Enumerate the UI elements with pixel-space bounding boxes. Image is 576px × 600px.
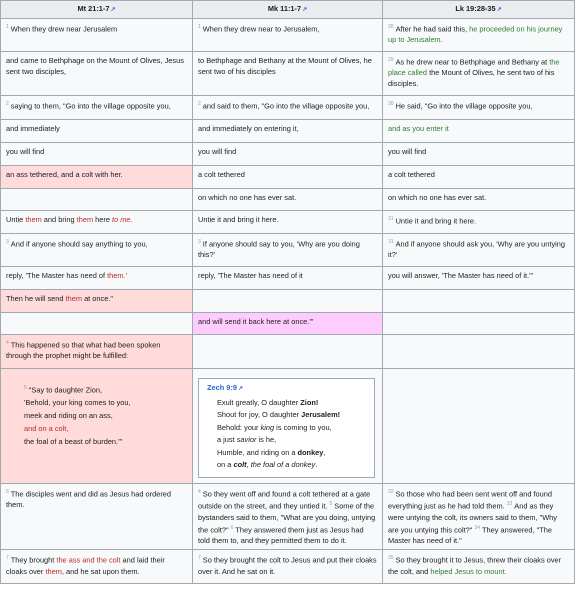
zech-italic: the foal of a donkey (250, 460, 316, 469)
table-row (1, 189, 575, 211)
zechariah-quote-box (198, 378, 375, 478)
zech-text: Behold: your (217, 422, 261, 432)
cell-mark (193, 166, 383, 189)
external-link-icon[interactable]: ↗ (238, 386, 244, 392)
verse-number: 2 (198, 101, 201, 107)
matthew-unique-text: them (76, 215, 94, 224)
cell-mark (193, 52, 383, 96)
header-mark (193, 1, 383, 19)
header-matthew (1, 1, 193, 19)
zech-line (207, 447, 368, 460)
verse-number: 6 (6, 489, 9, 495)
cell-matthew (1, 550, 193, 584)
luke-unique-text: helped Jesus to mount. (430, 566, 507, 576)
zech-text: . (315, 460, 318, 469)
zech-italic: savior (236, 435, 257, 444)
prophecy-quote (6, 372, 187, 448)
cell-mark (193, 234, 383, 267)
verse-text: After he had said this, (395, 24, 470, 34)
cell-matthew (1, 369, 193, 484)
verse-text: The disciples went and did as Jesus had ordered them. (6, 489, 172, 510)
verse-text: , and he sat upon them. (61, 566, 140, 576)
table-row (1, 550, 575, 584)
zechariah-ref-link[interactable]: Zech 9:9 (207, 383, 237, 392)
cell-luke (383, 335, 575, 369)
cell-luke (383, 234, 575, 267)
table-row (1, 143, 575, 166)
verse-text: a colt tethered (388, 170, 435, 179)
header-luke (383, 1, 575, 19)
zech-text: Shout for joy, O daughter (217, 410, 302, 419)
cell-luke (383, 189, 575, 211)
zech-line (207, 409, 368, 422)
external-link-icon[interactable]: ↗ (302, 7, 308, 13)
verse-number: 6 (230, 524, 234, 531)
verse-number: 5 (329, 501, 333, 508)
verse-number: 35 (388, 555, 394, 562)
verse-text: They answered, "The Master has need of it." (388, 525, 552, 546)
verse-text: at once." (82, 294, 113, 303)
cell-mark (193, 313, 383, 335)
table-row (1, 369, 575, 484)
quote-line: meek and riding on an ass, (24, 411, 113, 421)
zech-text: , (323, 447, 326, 457)
zechariah-ref (207, 382, 368, 396)
matthew-unique-text: them.' (107, 271, 128, 280)
external-link-icon[interactable]: ↗ (110, 7, 116, 13)
cell-mark (193, 143, 383, 166)
zech-text: on a (217, 460, 234, 469)
verse-text: And as they were untying the colt, its owners said to them, "Why are you untying this colt?" (388, 501, 557, 535)
cell-matthew (1, 143, 193, 166)
matthew-unique-text: them (65, 294, 83, 303)
matthew-unique-text: them (45, 566, 62, 576)
verse-text: So they went off and found a colt tethered at a gate outside on the street, and they untied it. (198, 489, 371, 511)
cell-matthew (1, 290, 193, 313)
quote-line: the foal of a beast of burden.'" (24, 437, 123, 447)
verse-text: And if anyone should say anything to you, (10, 239, 148, 249)
verse-text: They answered them just as Jesus had told them to, and they permitted them to do it. (198, 525, 364, 546)
cell-matthew (1, 96, 193, 120)
verse-number: 29 (388, 57, 394, 63)
cell-luke (383, 550, 575, 584)
verse-text: you will answer, 'The Master has need of it.'" (388, 271, 534, 280)
verse-number: 31 (388, 239, 394, 245)
cell-mark (193, 211, 383, 234)
zech-bold: donkey (297, 447, 324, 457)
cell-matthew (1, 335, 193, 369)
verse-text: Then he will send (6, 294, 66, 303)
cell-luke (383, 52, 575, 96)
verse-text: As he drew near to Bethphage and Bethany at (395, 57, 550, 67)
table-row (1, 313, 575, 335)
verse-text: an ass tethered, and a colt with her. (6, 170, 123, 179)
verse-text: saying to them, "Go into the village opposite you, (10, 101, 171, 111)
verse-text: and immediately on entering it, (198, 124, 299, 133)
cell-luke (383, 290, 575, 313)
verse-text: you will find (198, 147, 237, 156)
zech-text: Humble, and riding on a (217, 447, 298, 457)
verse-number: 7 (198, 555, 201, 562)
cell-matthew (1, 120, 193, 143)
verse-number: 1 (6, 24, 9, 30)
cell-luke (383, 484, 575, 550)
cell-matthew (1, 19, 193, 52)
verse-text: and said to them, "Go into the village opposite you, (202, 101, 370, 111)
verse-number: 4 (6, 340, 9, 346)
cell-luke (383, 313, 575, 335)
verse-text: Some of the bystanders said to them, "What are you doing, untying the colt?" (198, 501, 376, 535)
verse-text: and immediately (6, 124, 60, 133)
verse-text: you will find (388, 147, 427, 156)
verse-number: 1 (198, 24, 201, 30)
external-link-icon[interactable]: ↗ (496, 7, 502, 13)
cell-mark (193, 335, 383, 369)
verse-text: on which no one has ever sat. (388, 193, 487, 202)
luke-unique-text: the place called (388, 57, 560, 78)
verse-number: 28 (388, 24, 394, 30)
verse-number: 5 (24, 385, 27, 391)
verse-number: 33 (506, 501, 513, 508)
verse-number: 32 (388, 489, 394, 495)
cell-mark (193, 369, 383, 484)
verse-text: So those who had been sent went off and found everything just as he had told them. (388, 489, 552, 511)
zech-line (207, 397, 368, 410)
zech-text: Exult greatly, O daughter (217, 397, 301, 407)
verse-text: Untie (6, 215, 26, 224)
matthew-unique-text: and on a colt, (24, 424, 69, 434)
verse-text: They brought (10, 555, 57, 565)
verse-text: Untie it and bring it here. (198, 215, 279, 224)
cell-luke (383, 143, 575, 166)
verse-text: He said, "Go into the village opposite you, (395, 101, 533, 111)
verse-text: you will find (6, 147, 45, 156)
verse-text: So they brought the colt to Jesus and put their cloaks over it. And he sat on it. (198, 555, 377, 576)
cell-mark (193, 290, 383, 313)
verse-text: and laid their cloaks over (6, 555, 165, 576)
zech-text: a just (217, 435, 237, 444)
cell-luke (383, 19, 575, 52)
cell-matthew (1, 313, 193, 335)
verse-number: 34 (474, 524, 480, 531)
cell-luke (383, 369, 575, 484)
table-row (1, 19, 575, 52)
table-row (1, 290, 575, 313)
cell-matthew (1, 234, 193, 267)
zech-line (207, 422, 368, 435)
cell-luke (383, 96, 575, 120)
cell-matthew (1, 211, 193, 234)
header-row (1, 1, 575, 19)
cell-mark (193, 189, 383, 211)
quote-line: 'Behold, your king comes to you, (24, 398, 131, 408)
table-row (1, 52, 575, 96)
verse-text: the Mount of Olives, he sent two of his disciples. (388, 68, 555, 89)
verse-text: and bring (41, 215, 77, 224)
verse-number: 7 (6, 555, 9, 562)
zech-italic: king (260, 422, 275, 432)
verse-text: reply, 'The Master has need of (6, 271, 108, 280)
luke-unique-text: and as you enter it (388, 124, 449, 133)
table-row (1, 335, 575, 369)
zech-bold: Jerusalem! (301, 410, 341, 419)
verse-text: Untie it and bring it here. (395, 216, 477, 226)
cell-matthew (1, 52, 193, 96)
cell-mark (193, 19, 383, 52)
matthew-unique-text: the ass and the colt (56, 555, 121, 565)
zech-text: is coming to you, (274, 422, 332, 432)
cell-luke (383, 211, 575, 234)
cell-luke (383, 267, 575, 290)
quote-line: "Say to daughter Zion, (28, 385, 103, 395)
verse-number: 3 (6, 239, 9, 245)
verse-text: When they drew near to Jerusalem, (202, 24, 320, 34)
verse-text: reply, 'The Master has need of it (198, 271, 303, 280)
verse-text: When they drew near Jerusalem (10, 24, 118, 34)
zech-text: is he, (256, 435, 277, 444)
cell-mark (193, 96, 383, 120)
zech-bold-italic: colt (233, 460, 247, 469)
table-row (1, 234, 575, 267)
table-row (1, 211, 575, 234)
cell-matthew (1, 267, 193, 290)
cell-mark (193, 484, 383, 550)
table-row (1, 484, 575, 550)
matthew-unique-text: them (25, 215, 42, 224)
cell-mark (193, 267, 383, 290)
verse-text: So they brought it to Jesus, threw their cloaks over the colt, and (388, 555, 562, 576)
table-row (1, 267, 575, 290)
zech-line (207, 459, 368, 472)
matthew-unique-text: to me. (112, 215, 133, 224)
header-ref-link[interactable]: Mk 11:1-7 (267, 4, 302, 13)
luke-unique-text: he proceeded on his journey up to Jerusalem. (388, 24, 563, 45)
cell-matthew (1, 166, 193, 189)
verse-text: If anyone should say to you, 'Why are you doing this?' (198, 239, 360, 260)
verse-number: 3 (198, 239, 201, 245)
verse-text: This happened so that what had been spoken through the prophet might be fulfilled: (6, 340, 161, 361)
cell-matthew (1, 189, 193, 211)
verse-text: a colt tethered (198, 170, 245, 179)
verse-number: 2 (6, 101, 9, 107)
verse-number: 4 (198, 489, 201, 495)
table-row (1, 96, 575, 120)
header-ref-link[interactable]: Lk 19:28-35 (455, 4, 496, 13)
cell-luke (383, 120, 575, 143)
verse-text: to Bethphage and Bethany at the Mount of Olives, he sent two of his disciples (198, 56, 372, 76)
table-row (1, 166, 575, 189)
cell-mark (193, 120, 383, 143)
verse-text: here (93, 215, 113, 224)
zech-text: , (246, 460, 251, 469)
zech-line (207, 434, 368, 447)
verse-number: 30 (388, 101, 394, 107)
verse-number: 31 (388, 216, 394, 222)
verse-text: and came to Bethphage on the Mount of Olives, Jesus sent two disciples, (6, 56, 184, 76)
verse-text: And if anyone should ask you, 'Why are you untying it?' (388, 239, 566, 260)
verse-text: on which no one has ever sat. (198, 193, 297, 202)
cell-matthew (1, 484, 193, 550)
zech-bold: Zion! (300, 397, 319, 407)
cell-mark (193, 550, 383, 584)
header-ref-link[interactable]: Mt 21:1-7 (77, 4, 110, 13)
cell-luke (383, 166, 575, 189)
verse-text: and will send it back here at once.'" (198, 317, 314, 326)
table-row (1, 120, 575, 143)
